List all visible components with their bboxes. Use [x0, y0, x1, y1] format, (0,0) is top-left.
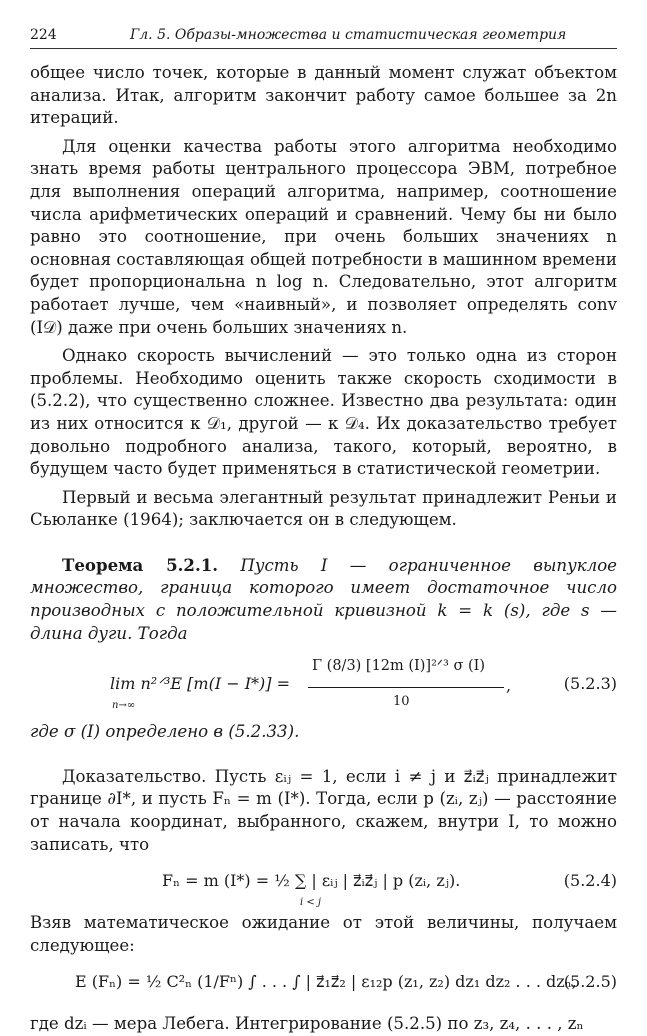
equation-body: E (Fₙ) = ½ C²ₙ (1/Fⁿ) ∫ . . . ∫ | z⃗₁z⃗₂ | ε₁₂p (z₁, z₂) dz₁ dz₂ . . . dzₙ, — [75, 972, 577, 992]
fraction-numerator: Γ (8/3) [12m (I)]²ᐟ³ σ (I) — [312, 658, 486, 675]
paragraph: Для оценки качества работы этого алгоритма необходимо знать время работы центрального процессора ЭВМ, потребное для выполнения операций алгоритма, например, соотношение числа арифметических операций и сравнений. Чему бы ни было равно это соотношение, при очень больших значениях n основная составляющая общей потребности в машинном времени будет пропорциональна n log n. Следовательно, этот алгоритм работает лучше, чем «наивный», и позволяет определять conv (I𝒟) даже при очень больших значениях n. — [30, 136, 617, 337]
equation-5-2-4 — [30, 862, 617, 909]
equation-number: (5.2.3) — [563, 674, 617, 694]
page-header — [30, 26, 617, 49]
equation-lhs: lim n²ᐟ³E [m(I − I*)] = — [110, 674, 291, 694]
sum-subscript: i < j — [300, 897, 322, 909]
page-number: 224 — [30, 27, 57, 43]
paragraph: Однако скорость вычислений — это только одна из сторон проблемы. Необходимо оценить также скорость сходимости в (5.2.2), что существенно сложнее. Известно два результата: один из них относится к 𝒟₁, другой — к 𝒟₄. Их доказательство требует довольно подробного анализа, такого, который, вероятно, в будущем часто будет применяться в статистической геометрии. — [30, 346, 617, 479]
proof-paragraph: Доказательство. Пусть εᵢⱼ = 1, если i ≠ j и z⃗ᵢz⃗ⱼ принадлежит границе ∂I*, и пусть Fₙ = m (I*). Тогда, если p (zᵢ, zⱼ) — расстояние от начала координат, выбранного, скажем, внутри I, то можно записать, что — [30, 766, 617, 854]
running-title: Гл. 5. Образы-множества и статистическая геометрия — [130, 27, 567, 43]
paragraph: где dzᵢ — мера Лебега. Интегрирование (5.2.5) по z₃, z₄, . . . , zₙ — [30, 1014, 584, 1034]
paragraph: Первый и весьма элегантный результат принадлежит Реньи и Сьюланке (1964); заключается он в следующем. — [30, 487, 617, 530]
equation-number: (5.2.5) — [563, 972, 617, 992]
body-text — [30, 62, 617, 1036]
equation-5-2-5 — [30, 963, 617, 1003]
theorem-heading: Теорема 5.2.1. — [62, 554, 219, 575]
fraction-denominator: 10 — [393, 694, 410, 710]
limit-subscript: n→∞ — [112, 700, 136, 712]
equation-5-2-3: lim n²ᐟ³E [m(I − I*)] = n→∞ Γ (8/3) [12m (I)]²ᐟ³ σ (I) 10 , (5.2.3) — [30, 655, 617, 713]
paragraph: общее число точек, которые в данный момент служат объектом анализа. Итак, алгоритм закончит работу самое большее за 2n итераций. — [30, 63, 617, 128]
theorem-statement: Пусть I — ограниченное выпуклое множество, граница которого имеет достаточное число производных с положительной кривизной k = k (s), где s — длина дуги. Тогда — [30, 555, 618, 643]
fraction-bar — [308, 687, 504, 688]
paragraph: где σ (I) определено в (5.2.33). — [30, 722, 300, 742]
paragraph: Взяв математическое ожидание от этой величины, получаем следующее: — [30, 913, 617, 955]
theorem — [30, 554, 617, 645]
equation-body: Fₙ = m (I*) = ½ ∑ | εᵢⱼ | z⃗ᵢz⃗ⱼ | p (zᵢ, zⱼ). — [162, 871, 461, 891]
equation-number: (5.2.4) — [563, 871, 617, 891]
